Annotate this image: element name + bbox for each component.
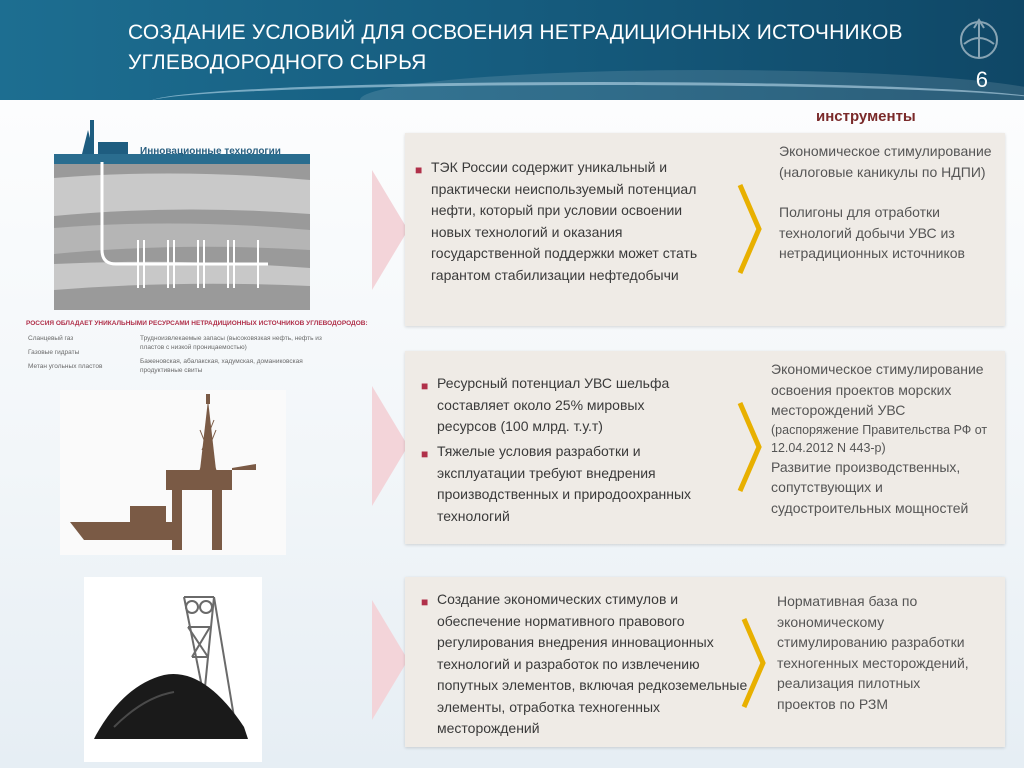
panel-row-2 (405, 351, 1005, 544)
arrow-right-icon (372, 600, 408, 720)
instruments-label: инструменты (816, 108, 916, 125)
legend-item: Газовые гидраты (28, 349, 80, 356)
offshore-platform-illustration (60, 390, 286, 555)
slide-title: СОЗДАНИЕ УСЛОВИЙ ДЛЯ ОСВОЕНИЯ НЕТРАДИЦИОННЫХ ИСТОЧНИКОВ УГЛЕВОДОРОДНОГО СЫРЬЯ (128, 21, 903, 74)
instrument-item: Полигоны для отработки технологий добычи УВС из нетрадиционных источников (779, 204, 965, 261)
bullet-icon: ■ (421, 379, 429, 393)
legend-item: Метан угольных пластов (28, 363, 103, 370)
chevron-right-icon (737, 401, 763, 493)
instrument-item: Экономическое стимулирование (налоговые каникулы по НДПИ) (779, 143, 992, 180)
instrument-item: Развитие производственных, сопутствующих и судостроительных мощностей (771, 458, 969, 516)
row-3-instrument: Нормативная база по экономическому стимулированию разработки техногенных месторождений, реализация пилотных проектов по РЗМ (777, 593, 969, 712)
panel-row-1 (405, 133, 1005, 326)
row-3-statement: Создание экономических стимулов и обеспечение нормативного правового регулирования внедрения инновационных технологий и разработок по извлечению попутных элементов, включая редкоземельные элементы, отработка техногенных месторождений (437, 591, 748, 736)
panel-row-3 (405, 577, 1005, 747)
bullet-icon: ■ (415, 163, 423, 177)
row-2-instruments (771, 359, 999, 518)
arrow-right-icon (372, 386, 408, 506)
legend-item: Трудноизвлекаемые запасы (высоковязкая нефть, нефть из пластов с низкой проницаемостью) (140, 335, 322, 351)
illustration-title: Инновационные технологии (140, 146, 281, 157)
legend-item: Баженовская, абалакская, хадумская, доманиковская продуктивные свиты (140, 358, 303, 374)
chevron-right-icon (737, 183, 763, 275)
row-1-statement: ТЭК России содержит уникальный и практически неиспользуемый потенциал нефти, который при условии освоении новых технологий и оказания государственной поддержки может стать гарантом стабилизации нефтедобычи (431, 159, 698, 283)
row-1-instruments (779, 141, 997, 264)
slide-header (0, 0, 1024, 100)
chevron-right-icon (741, 617, 767, 709)
row-2-statement-2: Тяжелые условия разработки и эксплуатации требуют внедрения производственных и природоохранных технологий (437, 443, 692, 524)
legend-right (140, 334, 330, 375)
coal-mine-illustration (84, 577, 262, 762)
slide-number: 6 (975, 67, 988, 92)
logo-icon (952, 14, 1006, 62)
legend-item: Сланцевый газ (28, 335, 74, 342)
instrument-item: Экономическое стимулирование освоения проектов морских месторождений УВС (771, 361, 984, 418)
arrow-right-icon (372, 170, 408, 290)
instrument-item: (распоряжение Правительства РФ от 12.04.2012 N 443-р) (771, 422, 988, 455)
bullet-icon: ■ (421, 595, 429, 609)
bullet-icon: ■ (421, 447, 429, 461)
legend-left (28, 334, 138, 371)
row-2-statement-1: Ресурсный потенциал УВС шельфа составляет около 25% мировых ресурсов (100 млрд. т.у.т) (437, 375, 670, 434)
illustration-caption: РОССИЯ ОБЛАДАЕТ УНИКАЛЬНЫМИ РЕСУРСАМИ НЕТРАДИЦИОННЫХ ИСТОЧНИКОВ УГЛЕВОДОРОДОВ: (26, 320, 368, 327)
innovation-technologies-illustration (18, 118, 368, 380)
